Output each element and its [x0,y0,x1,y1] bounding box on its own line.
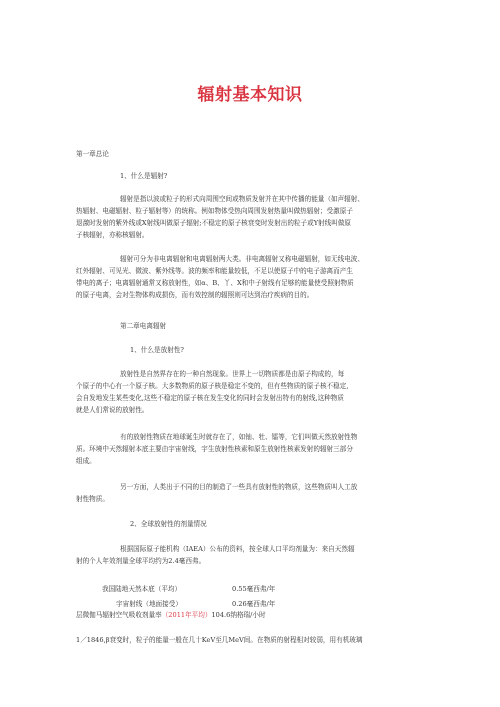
question-global-dose: 2、全球放射性的剂量情况 [130,520,207,528]
paragraph-line: 红外辐射、可见光、微波、紫外线等。波的频率和能量较低，不足以使原子中的电子游离而产生 [76,267,353,275]
question-what-is-radioactivity: 1、什么是放射性? [130,346,184,354]
paragraph-line: 子核辐射，亦称核辐射。 [76,231,149,239]
dose-row-value: 0.26毫西弗/年 [232,600,276,608]
chapter-1-heading: 第一章总论 [76,150,109,158]
chapter-2-heading: 第二章电离辐射 [120,322,167,330]
paragraph-line: 会自发地发生某些变化,这些不稳定的原子核在发生变化的同时会发射出特有的射线,这种物质 [76,394,344,402]
paragraph-line: 就是人们常说的放射性。 [76,406,149,414]
dose-row-note: （2011年平均） [161,611,212,619]
dose-row-label: 我国陆地天然本底（平均） [102,585,182,593]
dose-row-value: 104.6纳格瑞/小时 [211,611,266,619]
dose-row-label: 宇宙射线（地面接受） [116,600,182,608]
question-what-is-radiation: 1、什么是辐射? [120,172,168,180]
paragraph-line: 另一方面，人类出于不同的目的制造了一些具有放射性的物质，这些物质叫人工放 [120,483,358,491]
paragraph-line: 的原子电离，会对生物体构成损伤，而有效控制的辐照则可达到治疗疾病的目的。 [76,291,314,299]
dose-row-label: 层微伽马辐射空气吸收剂量率 [76,611,162,619]
paragraph-line: 辐射可分为非电离辐射和电离辐射两大类。非电离辐射又称电磁辐射，如无线电波、 [120,255,364,263]
paragraph-line: 个原子的中心有一个原子核。大多数物质的原子核是稳定不变的，但有些物质的原子核不稳定, [76,382,349,390]
paragraph-line: 热辐射、电磁辐射、粒子辐射等）的统称。例如物体受热向周围发射热量叫做热辐射；受激原子 [76,207,353,215]
bottom-line: 1／1846,β衰变时，粒子的能量一般在几十KeV至几MeV间。在物质的射程相对较弱，用有机玻璃 [76,636,363,644]
paragraph-line: 带电的离子；电离辐射通常又称放射性，如α、B、丫、X和中子射线有足够的能量使受照射物质 [76,279,354,287]
paragraph-line: 辐射是指以波或粒子的形式向周围空间或物质发射并在其中传播的能量（如声辐射、 [120,195,364,203]
paragraph-line: 射性物质。 [76,495,109,503]
paragraph-line: 射的个人年效剂量全球平均约为2.4毫西弗。 [76,557,206,565]
paragraph-line: 有的放射性物质在地球诞生时就存在了，如铀、牡、镭等，它们叫做天然放射性物 [120,433,358,441]
paragraph-line: 退激时发射的紫外线或X射线叫做原子辐射;不稳定的原子核衰变时发射出的粒子或Y射线叫做原 [76,219,352,227]
paragraph-line: 放射性是自然界存在的一种自然现象。世界上一切物质都是由原子构成的，每 [120,370,345,378]
dose-row-value: 0.55毫西弗/年 [232,585,276,593]
dose-row-3 [76,611,266,620]
paragraph-line: 根据国际原子能机构（IAEA）公布的资料，按全球人口平均剂量为：来自天然辐 [120,545,355,553]
paragraph-line: 质。环境中天然辐射本底主要由宇宙射线，宇生放射性核素和原生放射性核素发射的辐射三部分 [76,445,353,453]
paragraph-line: 组成。 [76,457,96,465]
page-title: 辐射基本知识 [197,85,303,105]
